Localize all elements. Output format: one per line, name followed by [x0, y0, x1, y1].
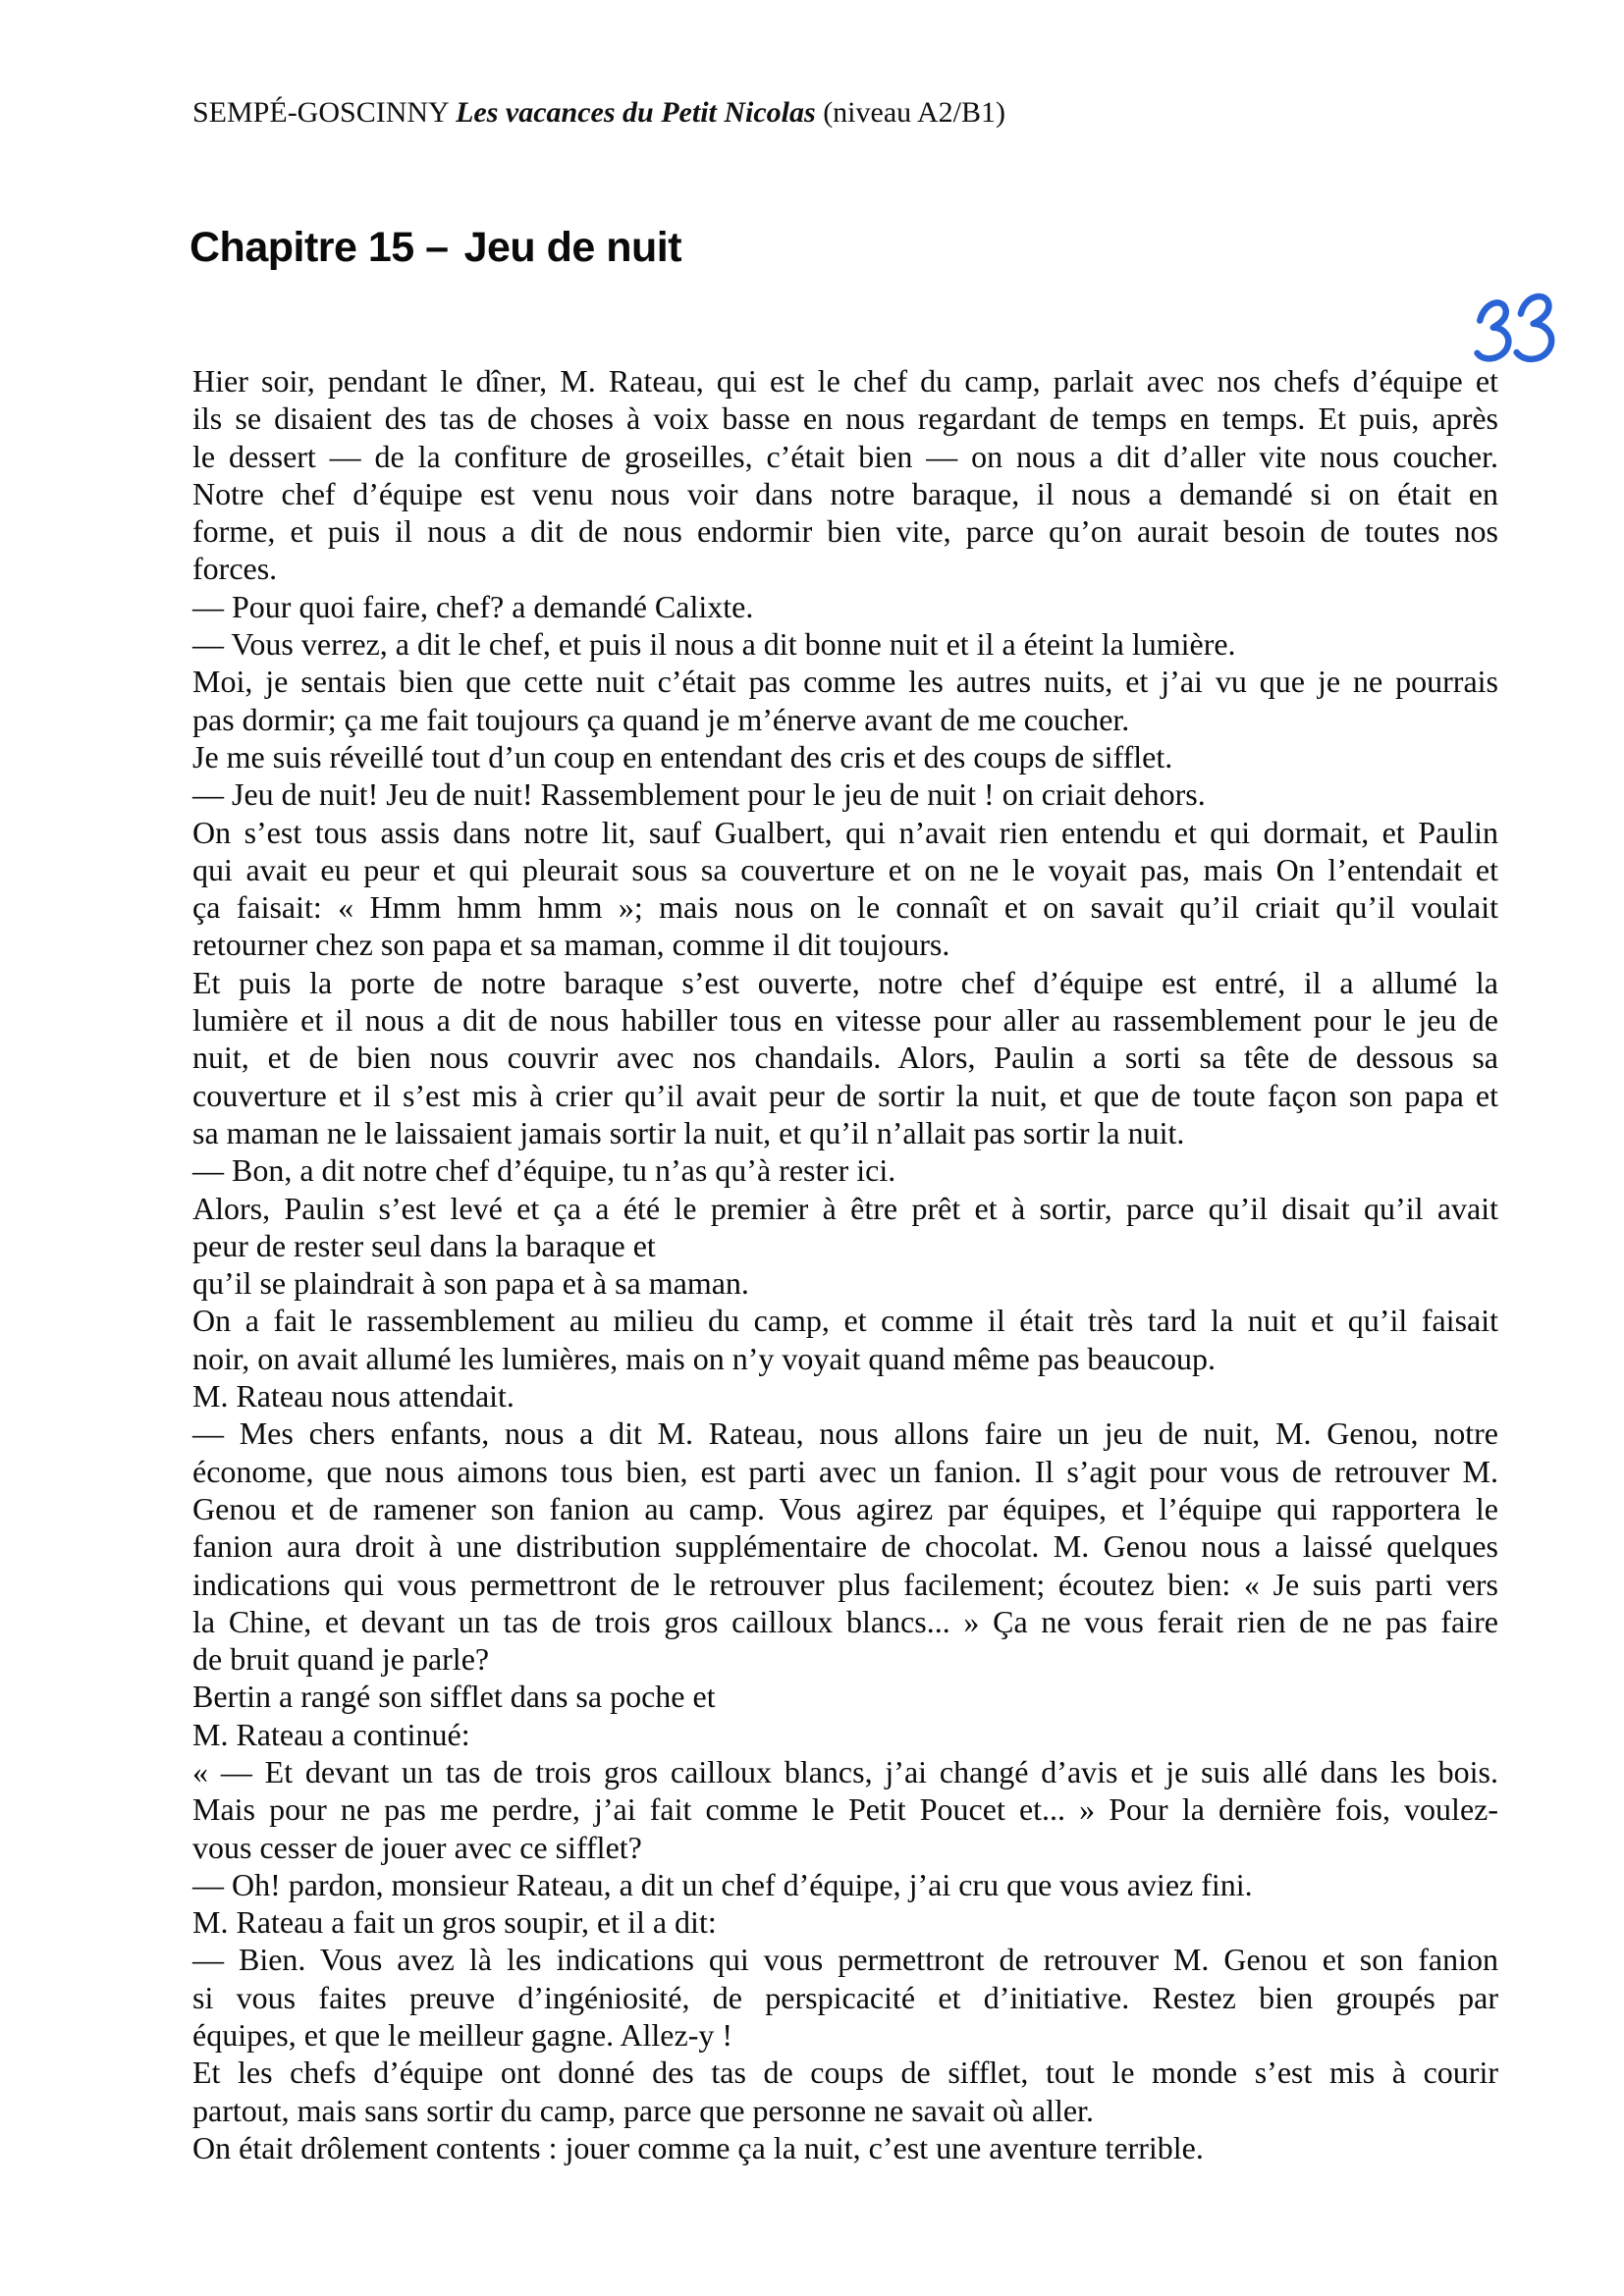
text-line: qui avait eu peur et qui pleurait sous sa couverture et on ne le voyait pas, mais On l’entendait et — [192, 851, 1498, 887]
chapter-prefix: Chapitre 15 – — [189, 224, 449, 271]
text-line: — Bien. Vous avez là les indications qui vous permettront de retrouver M. Genou et son fanion — [192, 1942, 1498, 1978]
text-line: On était drôlement contents : jouer comme ça la nuit, c’est une aventure terrible. — [192, 2129, 1204, 2165]
text-line: On s’est tous assis dans notre lit, sauf Gualbert, qui n’avait rien entendu et qui dormait, et Paulin — [192, 814, 1498, 850]
text-line: Je me suis réveillé tout d’un coup en entendant des cris et des coups de sifflet. — [192, 738, 1173, 774]
text-line: ils se disaient des tas de choses à voix basse en nous regardant de temps en temps. Et puis, après — [192, 400, 1498, 437]
text-line: Et puis la porte de notre baraque s’est ouverte, notre chef d’équipe est entré, il a allumé la — [192, 964, 1498, 1000]
text-line: — Mes chers enfants, nous a dit M. Rateau, nous allons faire un jeu de nuit, M. Genou, notre — [192, 1415, 1498, 1452]
body-text — [192, 362, 1498, 2166]
text-line: Et les chefs d’équipe ont donné des tas de coups de sifflet, tout le monde s’est mis à courir — [192, 2055, 1498, 2091]
text-line: — Jeu de nuit! Jeu de nuit! Rassemblement pour le jeu de nuit ! on criait dehors. — [192, 776, 1206, 813]
text-line: M. Rateau nous attendait. — [192, 1378, 514, 1415]
text-line: lumière et il nous a dit de nous habiller tous en vitesse pour aller au rassemblement pour le jeu de — [192, 1002, 1498, 1039]
text-line: la Chine, et devant un tas de trois gros cailloux blancs... » Ça ne vous ferait rien de ne pas faire — [192, 1603, 1498, 1639]
text-line: Hier soir, pendant le dîner, M. Rateau, qui est le chef du camp, parlait avec nos chefs d’équipe et — [192, 363, 1498, 399]
text-line: — Pour quoi faire, chef? a demandé Calixte. — [192, 588, 754, 624]
text-line: indications qui vous permettront de le retrouver plus facilement; écoutez bien: « Je suis parti vers — [192, 1566, 1498, 1602]
text-line: M. Rateau a fait un gros soupir, et il a dit: — [192, 1904, 717, 1941]
text-line: pas dormir; ça me fait toujours ça quand je m’énerve avant de me coucher. — [192, 701, 1130, 737]
text-line: peur de rester seul dans la baraque et — [192, 1227, 656, 1263]
text-line: noir, on avait allumé les lumières, mais on n’y voyait quand même pas beaucoup. — [192, 1340, 1216, 1376]
text-line: retourner chez son papa et sa maman, comme il dit toujours. — [192, 927, 950, 963]
text-line: forces. — [192, 551, 278, 587]
chapter-title — [189, 224, 681, 272]
text-line: qu’il se plaindrait à son papa et à sa maman. — [192, 1265, 749, 1302]
text-line: Bertin a rangé son sifflet dans sa poche et — [192, 1679, 716, 1715]
text-line: sa maman ne le laissaient jamais sortir la nuit, et qu’il n’allait pas sortir la nuit. — [192, 1114, 1185, 1150]
text-line: Moi, je sentais bien que cette nuit c’était pas comme les autres nuits, et j’ai vu que je ne pourrais — [192, 664, 1498, 700]
text-line: vous cesser de jouer avec ce sifflet? — [192, 1829, 642, 1865]
header-book-title: Les vacances du Petit Nicolas — [456, 96, 816, 129]
text-line: Genou et de ramener son fanion au camp. Vous agirez par équipes, et l’équipe qui rapportera le — [192, 1490, 1498, 1526]
chapter-name: Jeu de nuit — [463, 224, 682, 271]
text-line: économe, que nous aimons tous bien, est parti avec un fanion. Il s’agit pour vous de retrouver M. — [192, 1453, 1498, 1489]
text-line: On a fait le rassemblement au milieu du camp, et comme il était très tard la nuit et qu’il faisait — [192, 1303, 1498, 1339]
text-line: couverture et il s’est mis à crier qu’il avait peur de sortir la nuit, et que de toute façon son papa et — [192, 1077, 1498, 1113]
text-line: Mais pour ne pas me perdre, j’ai fait comme le Petit Poucet et... » Pour la dernière fois, voulez- — [192, 1791, 1498, 1828]
text-line: — Oh! pardon, monsieur Rateau, a dit un chef d’équipe, j’ai cru que vous aviez fini. — [192, 1866, 1253, 1902]
text-line: — Vous verrez, a dit le chef, et puis il nous a dit bonne nuit et il a éteint la lumière. — [192, 626, 1236, 663]
document-header — [192, 96, 1005, 130]
text-line: ça faisait: « Hmm hmm hmm »; mais nous on le connaît et on savait qu’il criait qu’il voulait — [192, 889, 1498, 926]
text-line: Notre chef d’équipe est venu nous voir dans notre baraque, il nous a demandé si on était en — [192, 475, 1498, 511]
header-level: (niveau A2/B1) — [823, 96, 1005, 129]
text-line: fanion aura droit à une distribution supplémentaire de chocolat. M. Genou nous a laissé quelques — [192, 1528, 1498, 1565]
text-line: « — Et devant un tas de trois gros cailloux blancs, j’ai changé d’avis et je suis allé dans les bois. — [192, 1753, 1498, 1789]
text-line: partout, mais sans sortir du camp, parce que personne ne savait où aller. — [192, 2092, 1094, 2128]
text-line: le dessert — de la confiture de groseilles, c’était bien — on nous a dit d’aller vite nous coucher. — [192, 438, 1498, 474]
handwritten-33-icon — [1466, 290, 1565, 371]
handwritten-page-number — [1466, 290, 1565, 371]
text-line: de bruit quand je parle? — [192, 1641, 490, 1678]
text-line: Alors, Paulin s’est levé et ça a été le premier à être prêt et à sortir, parce qu’il disait qu’il avait — [192, 1190, 1498, 1226]
text-line: forme, et puis il nous a dit de nous endormir bien vite, parce qu’on aurait besoin de toutes nos — [192, 513, 1498, 550]
text-line: M. Rateau a continué: — [192, 1716, 470, 1752]
text-line: équipes, et que le meilleur gagne. Allez-y ! — [192, 2017, 733, 2054]
text-line: nuit, et de bien nous couvrir avec nos chandails. Alors, Paulin a sorti sa tête de dessous sa — [192, 1040, 1498, 1076]
header-author: SEMPÉ-GOSCINNY — [192, 96, 449, 129]
text-line: — Bon, a dit notre chef d’équipe, tu n’as qu’à rester ici. — [192, 1152, 896, 1189]
text-line: si vous faites preuve d’ingéniosité, de perspicacité et d’initiative. Restez bien groupés par — [192, 1979, 1498, 2015]
